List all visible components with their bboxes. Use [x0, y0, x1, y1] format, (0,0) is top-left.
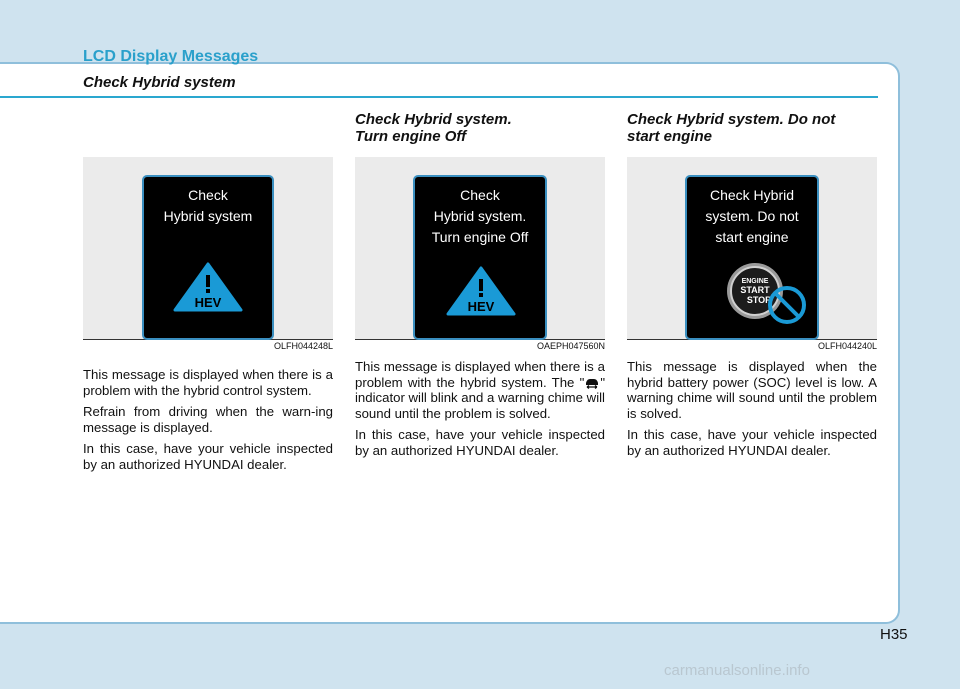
hev-badge-text: HEV — [194, 295, 222, 310]
paragraph: Refrain from driving when the warn-ing message is displayed. — [83, 404, 333, 435]
heading-check-hybrid-system: Check Hybrid system — [83, 74, 236, 91]
lcd-screen — [685, 175, 819, 340]
screen-line: Check Hybrid — [709, 187, 795, 203]
figure-3 — [627, 157, 877, 340]
figure-code: OLFH044248L — [273, 341, 333, 351]
figure-1 — [83, 157, 333, 340]
button-text: START — [740, 285, 770, 295]
column-1 — [83, 48, 333, 91]
figure-code: OAEPH047560N — [536, 341, 605, 351]
body-text-1 — [83, 367, 333, 478]
paragraph — [355, 359, 605, 421]
heading-line: start engine — [627, 128, 713, 145]
paragraph: This message is displayed when the hybrid battery power (SOC) level is low. A warning chime will sound until the problem is solved. — [627, 359, 877, 421]
button-text: STOP — [746, 295, 772, 305]
watermark: carmanualsonline.info — [664, 662, 810, 679]
section-title: LCD Display Messages — [83, 48, 259, 65]
heading-line: Turn engine Off — [355, 128, 467, 145]
screen-line: system. Do not — [705, 208, 799, 224]
screen-line: start engine — [715, 229, 789, 245]
hev-badge-text: HEV — [467, 299, 495, 314]
heading-line: Check Hybrid system. Do not — [627, 111, 836, 128]
paragraph: In this case, have your vehicle inspected by an authorized HYUNDAI dealer. — [355, 427, 605, 458]
column-2 — [355, 111, 605, 145]
screen-line: Check — [460, 187, 500, 203]
para-text: This message is displayed when there is a problem with the hybrid system. The " — [355, 359, 605, 390]
paragraph: This message is displayed when there is a problem with the hybrid control system. — [83, 367, 333, 398]
column-3 — [627, 111, 877, 145]
hev-warning-icon — [172, 261, 244, 313]
header-rule — [0, 96, 878, 98]
para-text: " indicator will blink and a warning chime will sound until the problem is solved. — [355, 374, 605, 421]
paragraph: In this case, have your vehicle inspected by an authorized HYUNDAI dealer. — [627, 427, 877, 458]
body-text-2 — [355, 359, 605, 464]
hybrid-car-indicator-icon — [584, 377, 600, 389]
heading-line: Check Hybrid system. — [355, 111, 512, 128]
figure-2 — [355, 157, 605, 340]
screen-line: Check — [188, 187, 228, 203]
paragraph: In this case, have your vehicle inspected by an authorized HYUNDAI dealer. — [83, 441, 333, 472]
button-text: ENGINE — [741, 278, 769, 285]
engine-start-stop-button-icon — [721, 259, 813, 329]
hev-warning-icon — [445, 265, 517, 317]
screen-line: Turn engine Off — [431, 229, 529, 245]
figure-code: OLFH044240L — [817, 341, 877, 351]
page-number: H35 — [880, 626, 908, 643]
lcd-screen — [142, 175, 274, 340]
screen-line: Hybrid system. — [433, 208, 527, 224]
lcd-screen — [413, 175, 547, 340]
body-text-3 — [627, 359, 877, 464]
screen-line: Hybrid system — [163, 208, 253, 224]
